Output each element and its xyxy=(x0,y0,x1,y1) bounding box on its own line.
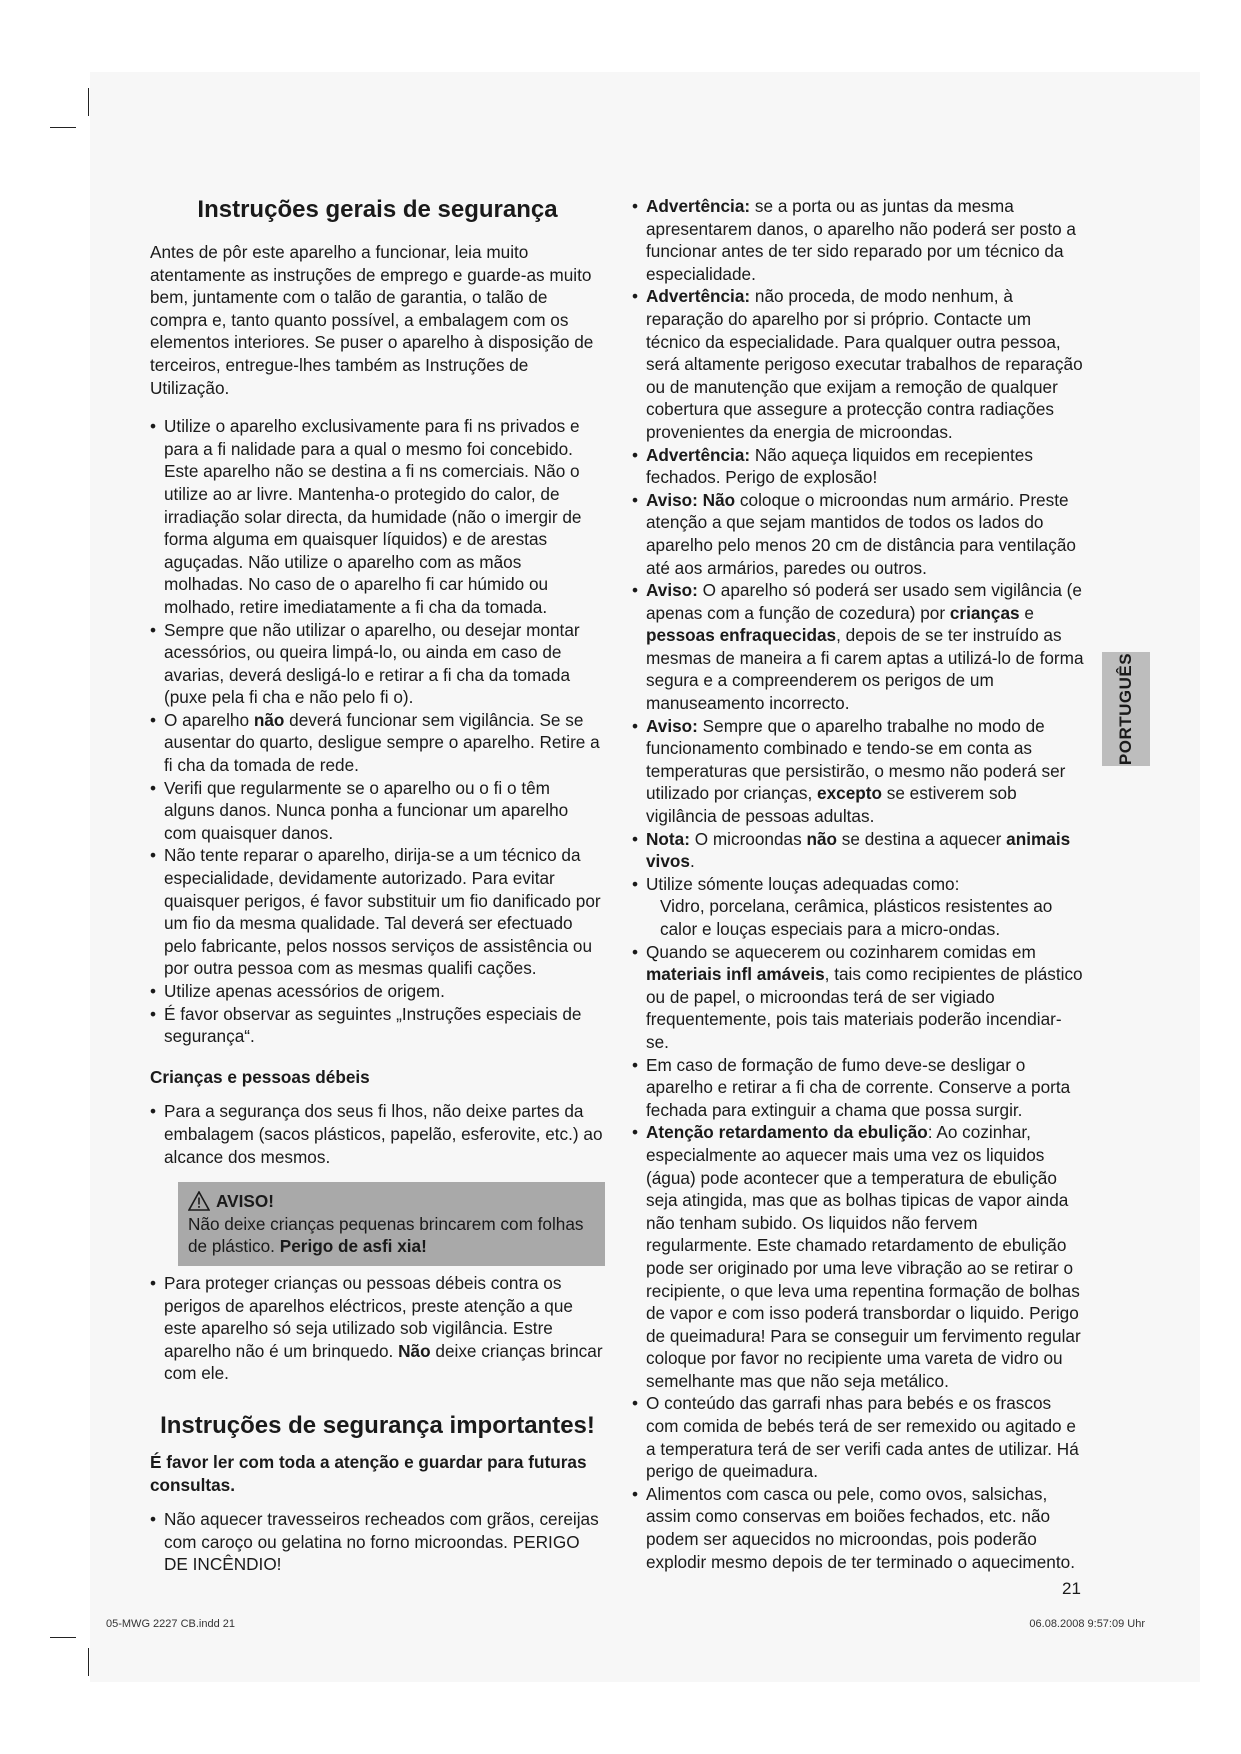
list-item: • Quando se aquecerem ou cozinharem comidas em materiais infl amáveis, tais como recipientes de plástico ou de papel, o microondas terá de ser vigiado frequentemente, pois tais materiais poderão incendiar-se. xyxy=(632,941,1084,1054)
general-safety-title: Instruções gerais de segurança xyxy=(197,196,558,223)
list-item: • Não aquecer travesseiros recheados com grãos, cereijas com caroço ou gelatina no forno microondas. PERIGO DE INCÊNDIO! xyxy=(150,1508,605,1576)
general-safety-list xyxy=(150,415,605,1048)
children-heading: Crianças e pessoas débeis xyxy=(150,1066,370,1087)
list-item: • Para proteger crianças ou pessoas débeis contra os perigos de aparelhos eléctricos, preste atenção a que este aparelho só seja utilizado sob vigilância. Estre aparelho não é um brinquedo. Não deixe crianças brincar com ele. xyxy=(150,1272,605,1385)
children-list-2 xyxy=(150,1272,605,1385)
list-item: • O conteúdo das garrafi nhas para bebés e os frascos com comida de bebés terá de ser remexido ou agitado e a temperatura terá de ser verifi cada antes de utilizar. Há perigo de queimadura. xyxy=(632,1392,1084,1482)
list-item: • Advertência: se a porta ou as juntas da mesma apresentarem danos, o aparelho não poderá ser posto a funcionar antes de ter sido reparado por um técnico da especialidade. xyxy=(632,195,1084,285)
intro-paragraph: Antes de pôr este aparelho a funcionar, leia muito atentamente as instruções de emprego e guarde-as muito bem, juntamente com o talão de garantia, o talão de compra e, tanto quanto possível, a embalagem com os elementos interiores. Se puser o aparelho à disposição de terceiros, entregue-lhes também as Instruções de Utilização. xyxy=(150,242,594,398)
list-item: • Verifi que regularmente se o aparelho ou o fi o têm alguns danos. Nunca ponha a funcionar um aparelho com quaisquer danos. xyxy=(150,777,605,845)
list-item: • Aviso: Não coloque o microondas num armário. Preste atenção a que sejam mantidos de todos os lados do aparelho pelo menos 20 cm de distância para ventilação até aos armários, paredes ou outros. xyxy=(632,489,1084,579)
crop-mark xyxy=(88,88,89,116)
warning-header xyxy=(188,1190,595,1213)
left-column xyxy=(150,195,605,1576)
footer-file-info: 05-MWG 2227 CB.indd 21 xyxy=(106,1618,236,1630)
list-item: • Não tente reparar o aparelho, dirija-se a um técnico da especialidade, devidamente autorizado. Para evitar quaisquer perigos, é favor substituir um fio danificado por um fio da mesma qualidade. Tal deverá ser efectuado pelo fabricante, pelos nossos serviços de assistência ou por outra pessoa com as mesmas qualifi cações. xyxy=(150,844,605,980)
list-item: • Advertência: não proceda, de modo nenhum, à reparação do aparelho por si próprio. Contacte um técnico da especialidade. Para qualquer outra pessoa, será altamente perigoso executar trabalhos de reparação ou de manutenção que exijam a remoção de qualquer cobertura que assegure a protecção contra radiações provenientes da energia de microondas. xyxy=(632,285,1084,443)
right-column xyxy=(632,195,1084,1573)
list-item: • Sempre que não utilizar o aparelho, ou desejar montar acessórios, ou queira limpá-lo, ou ainda em caso de avarias, deverá desligá-lo e retirar a fi cha da tomada (puxe pela fi cha e não pelo fi o). xyxy=(150,619,605,709)
page-number: 21 xyxy=(1062,1579,1081,1598)
list-item: • Atenção retardamento da ebulição: Ao cozinhar, especialmente ao aquecer mais uma vez os liquidos (água) pode acontecer que a temperatura de ebulição seja atingida, mas que as bolhas tipicas de vapor ainda não tenham subido. Os liquidos não fervem regularmente. Este chamado retardamento de ebulição pode ser originado por uma leve vibração ao se retirar o recipiente, o que leva uma repentina formação de bolhas de vapor e com isso poderá transbordar o liquido. Perigo de queimadura! Para se conseguir um fervimento regular coloque por favor no recipiente uma vareta de vidro ou semelhante mas que não seja metálico. xyxy=(632,1121,1084,1392)
list-item: • Utilize apenas acessórios de origem. xyxy=(150,980,605,1003)
warning-title: AVISO! xyxy=(216,1191,274,1212)
warning-text: Não deixe crianças pequenas brincarem com folhas de plástico. Perigo de asfi xia! xyxy=(188,1213,584,1257)
list-item: • Aviso: O aparelho só poderá ser usado sem vigilância (e apenas com a função de cozedura) por crianças e pessoas enfraquecidas, depois de se ter instruído as mesmas de maneira a fi carem aptas a utilizá-lo de forma segura e a compreenderem os perigos de um manuseamento incorrecto. xyxy=(632,579,1084,715)
list-item: • Advertência: Não aqueça liquidos em recepientes fechados. Perigo de explosão! xyxy=(632,444,1084,489)
list-item: • Utilize sómente louças adequadas como: Vidro, porcelana, cerâmica, plásticos resistentes ao calor e louças especiais para a micro-ondas. xyxy=(632,873,1084,941)
list-item: • O aparelho não deverá funcionar sem vigilância. Se se ausentar do quarto, desligue sempre o aparelho. Retire a fi cha da tomada de rede. xyxy=(150,709,605,777)
language-tab-label: PORTUGUÊS xyxy=(1116,652,1135,766)
list-item: • Para a segurança dos seus fi lhos, não deixe partes da embalagem (sacos plásticos, papelão, esferovite, etc.) ao alcance dos mesmos. xyxy=(150,1100,605,1168)
list-item: • Nota: O microondas não se destina a aquecer animais vivos. xyxy=(632,828,1084,873)
important-list xyxy=(150,1508,605,1576)
warning-box xyxy=(178,1182,605,1266)
footer-timestamp: 06.08.2008 9:57:09 Uhr xyxy=(1029,1618,1145,1630)
language-tab xyxy=(1102,652,1150,766)
crop-mark xyxy=(50,1637,76,1638)
important-safety-title: Instruções de segurança importantes! xyxy=(160,1411,595,1439)
list-item: • Alimentos com casca ou pele, como ovos, salsichas, assim como conservas em boiões fechados, etc. não podem ser aquecidos no microondas, pois poderão explodir mesmo depois de ter terminado o aquecimento. xyxy=(632,1483,1084,1573)
children-list xyxy=(150,1100,605,1168)
list-item: • Em caso de formação de fumo deve-se desligar o aparelho e retirar a fi cha de corrente. Conserve a porta fechada para extinguir a chama que possa surgir. xyxy=(632,1054,1084,1122)
crop-mark xyxy=(88,1648,89,1676)
warnings-list xyxy=(632,195,1084,1573)
important-note: É favor ler com toda a atenção e guardar para futuras consultas. xyxy=(150,1451,587,1495)
warning-triangle-icon xyxy=(188,1191,210,1211)
list-item: • Aviso: Sempre que o aparelho trabalhe no modo de funcionamento combinado e tendo-se em conta as temperaturas que persistirão, o mesmo não poderá ser utilizado por crianças, excepto se estiverem sob vigilância de pessoas adultas. xyxy=(632,715,1084,828)
list-item: • Utilize o aparelho exclusivamente para fi ns privados e para a fi nalidade para a qual o mesmo foi concebido. Este aparelho não se destina a fi ns comerciais. Não o utilize ao ar livre. Mantenha-o protegido do calor, de irradiação solar directa, da humidade (não o imergir de forma alguma em quaisquer líquidos) e de arestas aguçadas. Não utilize o aparelho com as mãos molhadas. No caso de o aparelho fi car húmido ou molhado, retire imediatamente a fi cha da tomada. xyxy=(150,415,605,618)
list-item: • É favor observar as seguintes „Instruções especiais de segurança“. xyxy=(150,1003,605,1048)
crop-mark xyxy=(50,127,76,128)
